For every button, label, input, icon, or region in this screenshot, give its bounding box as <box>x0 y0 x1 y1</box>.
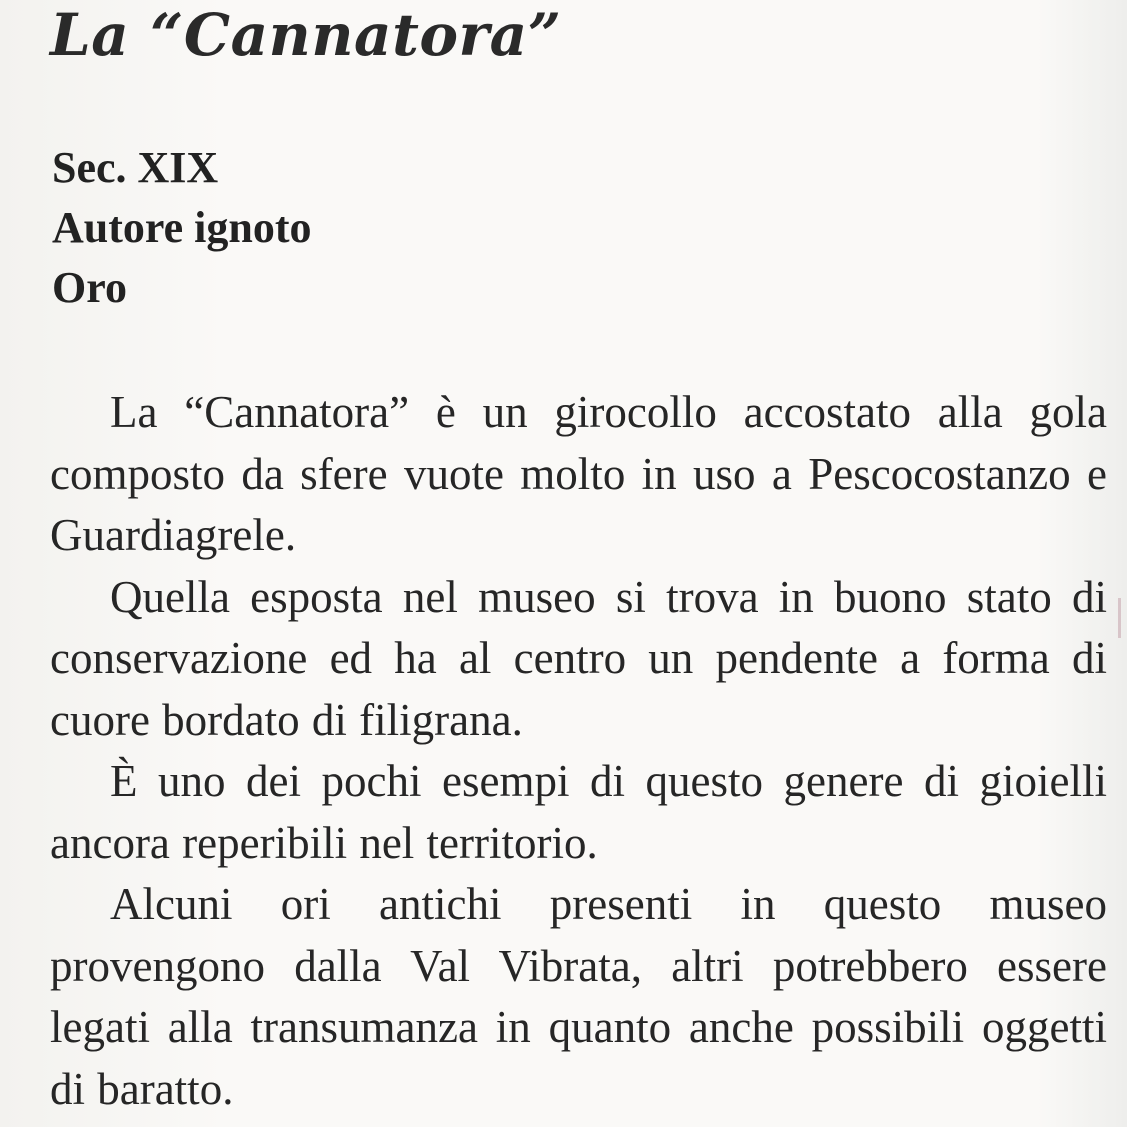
paragraph-2: Quella esposta nel museo si trova in buono stato di conservazione ed ha al centro un pendente a forma di cuore bordato di filigrana. <box>50 571 1107 745</box>
author-label: Autore ignoto <box>52 203 312 252</box>
material-label: Oro <box>52 263 127 312</box>
paragraph-3: È uno dei pochi esempi di questo genere di gioielli ancora reperibili nel territorio. <box>50 756 1107 868</box>
paragraph-4: Alcuni ori antichi presenti in questo museo provengono dalla Val Vibrata, altri potrebbero essere legati alla transumanza in quanto anche possibili oggetti di baratto. <box>50 879 1107 1114</box>
description-text <box>50 382 1107 1120</box>
century-label: Sec. XIX <box>52 143 219 192</box>
item-metadata <box>52 138 312 318</box>
page-edge-mark <box>1118 598 1121 638</box>
page-title: La “Cannatora” <box>50 1 562 69</box>
paragraph-1: La “Cannatora” è un girocollo accostato alla gola composto da sfere vuote molto in uso a Pescocostanzo e Guardiagrele. <box>50 387 1107 560</box>
